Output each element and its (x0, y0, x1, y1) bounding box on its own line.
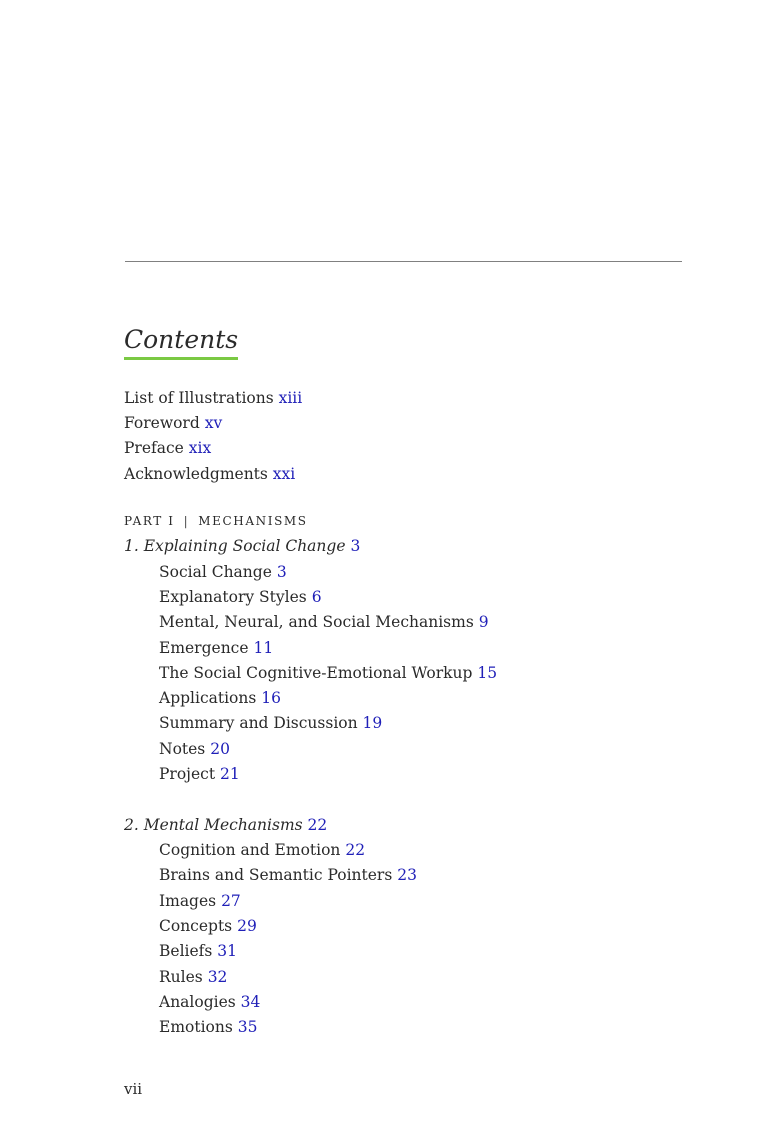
toc-entry[interactable] (124, 413, 222, 433)
toc-page-link[interactable]: 6 (311, 588, 322, 606)
section-text: Rules (159, 968, 203, 986)
toc-entry-text: Foreword (124, 414, 200, 432)
toc-entry[interactable] (124, 464, 295, 484)
section-text: Cognition and Emotion (159, 841, 341, 859)
top-rule (125, 261, 682, 262)
section-text: Emotions (159, 1018, 233, 1036)
toc-page-link[interactable]: 16 (261, 689, 282, 707)
toc-section[interactable] (159, 638, 273, 658)
toc-page-link[interactable]: 3 (276, 563, 287, 581)
toc-section[interactable] (159, 916, 257, 936)
section-text: Summary and Discussion (159, 714, 358, 732)
toc-page-link[interactable]: 27 (221, 892, 241, 910)
toc-section[interactable] (159, 739, 230, 759)
toc-page-link[interactable]: 32 (207, 968, 228, 986)
toc-entry[interactable] (124, 438, 211, 458)
toc-page-link[interactable]: 22 (307, 816, 328, 834)
toc-page-link[interactable]: 21 (220, 765, 240, 783)
toc-page-link[interactable]: 29 (237, 917, 257, 935)
toc-chapter-1[interactable] (124, 536, 360, 556)
toc-section[interactable] (159, 992, 260, 1012)
toc-page-link[interactable]: 35 (237, 1018, 258, 1036)
toc-section[interactable] (159, 587, 322, 607)
section-text: Social Change (159, 563, 272, 581)
chapter-title: 1. Explaining Social Change (124, 537, 346, 555)
part-number: PART I (124, 514, 175, 528)
section-text: Analogies (159, 993, 236, 1011)
page-number: vii (124, 1080, 143, 1098)
chapter-title: 2. Mental Mechanisms (124, 816, 303, 834)
toc-page-link[interactable]: 3 (350, 537, 361, 555)
toc-section[interactable] (159, 713, 382, 733)
part-heading (124, 512, 308, 530)
section-text: Project (159, 765, 216, 783)
toc-page-link[interactable]: 23 (397, 866, 417, 884)
toc-page-link[interactable]: 34 (240, 993, 261, 1011)
toc-entry-text: Preface (124, 439, 184, 457)
toc-section[interactable] (159, 865, 417, 885)
toc-page-link[interactable]: 20 (210, 740, 230, 758)
section-text: Mental, Neural, and Social Mechanisms (159, 613, 474, 631)
section-text: Emergence (159, 639, 249, 657)
toc-page-link[interactable]: 22 (345, 841, 366, 859)
toc-section[interactable] (159, 1017, 257, 1037)
section-text: Notes (159, 740, 206, 758)
toc-section[interactable] (159, 688, 281, 708)
toc-page-link[interactable]: 9 (478, 613, 489, 631)
toc-entry-text: Acknowledgments (124, 465, 268, 483)
toc-page-link[interactable]: xv (204, 414, 223, 432)
section-text: Beliefs (159, 942, 213, 960)
section-text: Concepts (159, 917, 233, 935)
toc-section[interactable] (159, 764, 240, 784)
toc-page-link[interactable]: 19 (362, 714, 383, 732)
toc-entry-text: List of Illustrations (124, 389, 274, 407)
section-text: Applications (159, 689, 257, 707)
toc-page-link[interactable]: xix (188, 439, 212, 457)
section-text: The Social Cognitive-Emotional Workup (159, 664, 473, 682)
toc-page-link[interactable]: xiii (278, 389, 303, 407)
toc-entry[interactable] (124, 388, 302, 408)
toc-page-link[interactable]: xxi (272, 465, 296, 483)
toc-page-link[interactable]: 15 (477, 664, 498, 682)
toc-section[interactable] (159, 840, 365, 860)
toc-section[interactable] (159, 612, 489, 632)
toc-section[interactable] (159, 663, 497, 683)
toc-page-link[interactable]: 11 (253, 639, 274, 657)
toc-page-link[interactable]: 31 (217, 942, 238, 960)
page-title: Contents (124, 324, 238, 360)
section-text: Explanatory Styles (159, 588, 307, 606)
toc-chapter-2[interactable] (124, 815, 327, 835)
section-text: Images (159, 892, 217, 910)
part-separator: | (183, 514, 190, 528)
toc-section[interactable] (159, 941, 237, 961)
toc-section[interactable] (159, 562, 287, 582)
toc-section[interactable] (159, 967, 227, 987)
section-text: Brains and Semantic Pointers (159, 866, 393, 884)
part-title: MECHANISMS (198, 514, 308, 528)
toc-section[interactable] (159, 891, 241, 911)
